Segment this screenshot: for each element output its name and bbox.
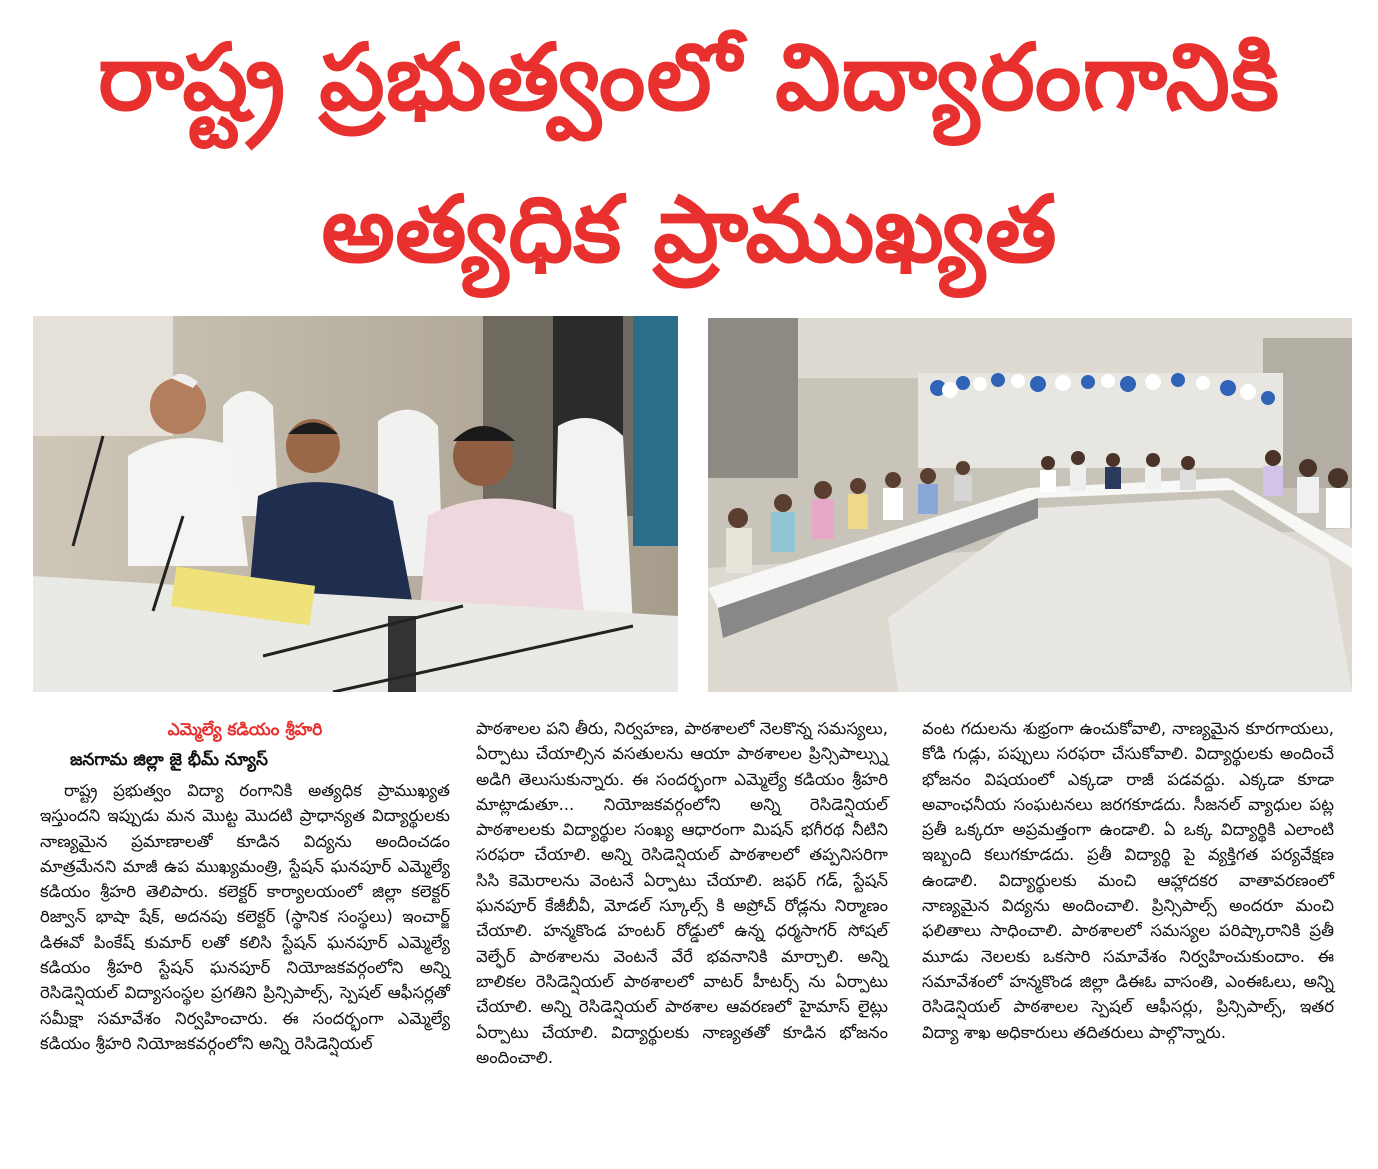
meeting-officials-illustration — [33, 316, 678, 692]
headline-line-2: అత్యధిక ప్రాముఖ్యత — [321, 176, 1057, 283]
article-paragraph-2: పాఠశాలల పని తీరు, నిర్వహణ, పాఠశాలలో నెలకొన్న సమస్యలు, ఏర్పాటు చేయాల్సిన వసతులను ఆయా పాఠశాలల ప్రిన్సిపాల్స్ను అడిగి తెలుసుకున్నారు. ఈ సందర్భంగా ఎమ్మెల్యే కడియం శ్రీహరి మాట్లాడుతూ... నియోజకవర్గంలోని అన్ని రెసిడెన్షియల్ పాఠశాలలకు విద్యార్థుల సంఖ్య ఆధారంగా మిషన్ భగీరథ నీటిని సరఫరా చేయాలి. అన్ని రెసిడెన్షియల్ పాఠశాలలో తప్పనిసరిగా సిసి కెమెరాలను వెంటనే ఏర్పాటు చేయాలి. జఫర్ గడ్, స్టేషన్ ఘనపూర్ కేజీబీవీ, మోడల్ స్కూల్స్ కి అప్రోచ్ రోడ్లను నిర్మాణం చేయాలి. హన్మకొండ హంటర్ రోడ్డులో ఉన్న ధర్మసాగర్ సోషల్ వెల్ఫేర్ పాఠశాలను వెంటనే వేరే భవనానికి మార్చాలి. అన్ని బాలికల రెసిడెన్షియల్ పాఠశాలలో వాటర్ హీటర్స్ ను ఏర్పాటు చేయాలి. అన్ని రెసిడెన్షియల్ పాఠశాల ఆవరణలో హైమాస్ లైట్లు ఏర్పాటు చేయాలి. విద్యార్థులకు నాణ్యతతో కూడిన భోజనం అందించాలి. — [476, 719, 888, 1067]
headline — [0, 22, 1378, 286]
headline-line-1: రాష్ట్ర ప్రభుత్వంలో విద్యారంగానికి — [98, 24, 1280, 131]
article-column-1 — [40, 716, 450, 1056]
article-column-2 — [476, 716, 888, 1070]
article-paragraph-1: రాష్ట్ర ప్రభుత్వం విద్యా రంగానికి అత్యధిక ప్రాముఖ్యత ఇస్తుందని ఇప్పుడు మన మొట్ట మొదటి ప్రాధాన్యత విద్యార్థులకు నాణ్యమైన ప్రమాణాలతో కూడిన విద్యను అందించడం మాత్రమేనని మాజీ ఉప ముఖ్యమంత్రి, స్టేషన్ ఘనపూర్ ఎమ్మెల్యే కడియం శ్రీహరి తెలిపారు. కలెక్టర్ కార్యాలయంలో జిల్లా కలెక్టర్ రిజ్వాన్ భాషా షేక్, అదనపు కలెక్టర్ (స్థానిక సంస్థలు) ఇంచార్జ్ డిఈవో పింకేష్ కుమార్ లతో కలిసి స్టేషన్ ఘనపూర్ ఎమ్మెల్యే కడియం శ్రీహరి స్టేషన్ ఘనపూర్ నియోజకవర్గంలోని అన్ని రెసిడెన్షియల్ విద్యాసంస్థల ప్రగతిని ప్రిన్సిపాల్స్, స్పెషల్ ఆఫీసర్లతో సమీక్షా సమావేశం నిర్వహించారు. ఈ సందర్భంగా ఎమ్మెల్యే కడియం శ్రీహరి నియోజకవర్గంలోని అన్ని రెసిడెన్షియల్ — [40, 781, 450, 1053]
article-column-3 — [922, 716, 1334, 1045]
dateline: జనగామ జిల్లా జై భీమ్ న్యూస్ — [70, 750, 268, 770]
meeting-officials-photo — [33, 316, 678, 692]
conference-hall-illustration — [708, 318, 1352, 692]
article-paragraph-3: వంట గదులను శుభ్రంగా ఉంచుకోవాలి, నాణ్యమైన కూరగాయలు, కోడి గుడ్లు, పప్పులు సరఫరా చేసుకోవాలి. విద్యార్థులకు అందించే భోజనం విషయంలో ఎక్కడా రాజీ పడవద్దు. ఎక్కడా కూడా అవాంఛనీయ సంఘటనలు జరగకూడదు. సీజనల్ వ్యాధుల పట్ల ప్రతీ ఒక్కరూ అప్రమత్తంగా ఉండాలి. ఏ ఒక్క విద్యార్థికి ఎలాంటి ఇబ్బంది కలుగకూడదు. ప్రతీ విద్యార్థి పై వ్యక్తిగత పర్యవేక్షణ ఉండాలి. విద్యార్థులకు మంచి ఆహ్లాదకర వాతావరణంలో నాణ్యమైన విద్యను అందించాలి. ప్రిన్సిపాల్స్ అందరూ మంచి ఫలితాలు సాధించాలి. పాఠశాలలో సమస్యల పరిష్కారానికి ప్రతీ మూడు నెలలకు ఒకసారి సమావేశం నిర్వహించుకుందాం. ఈ సమావేశంలో హన్మకొండ జిల్లా డిఈఓ వాసంతి, ఎంఈఓలు, అన్ని రెసిడెన్షియల్ పాఠశాలల స్పెషల్ ఆఫీసర్లు, ప్రిన్సిపాల్స్, ఇతర విద్యా శాఖ అధికారులు తదితరులు పాల్గొన్నారు. — [922, 719, 1334, 1042]
byline: ఎమ్మెల్యే కడియం శ్రీహరి — [167, 720, 323, 740]
conference-hall-photo — [708, 318, 1352, 692]
